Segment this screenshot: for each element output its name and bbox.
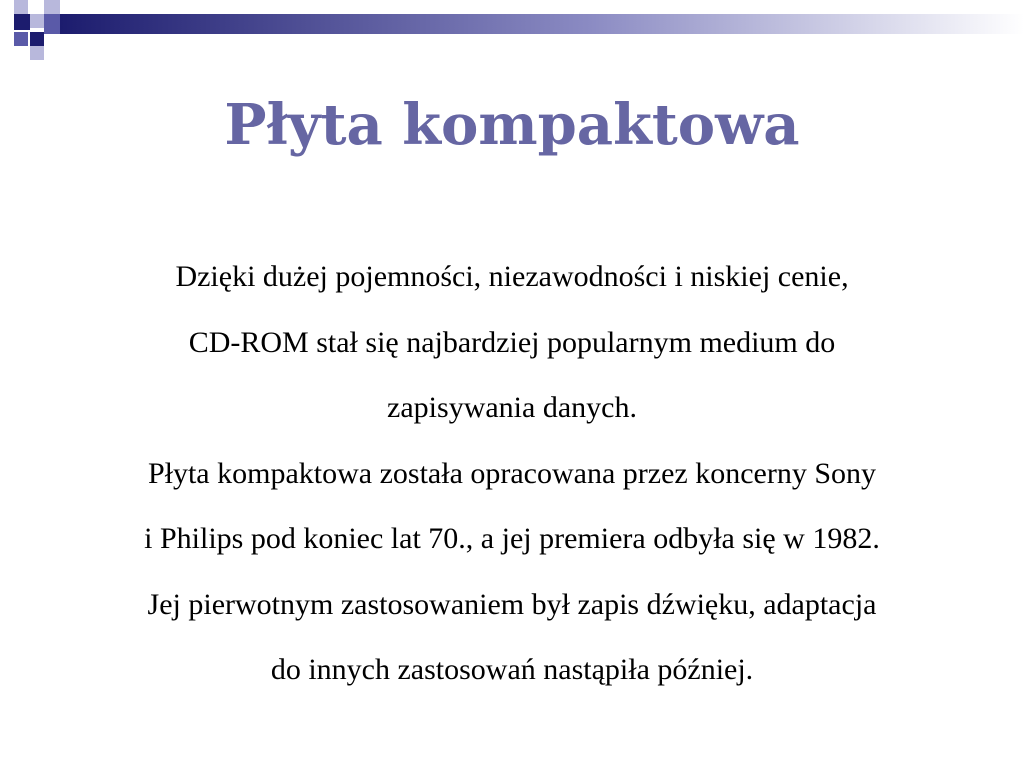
body-line: Jej pierwotnym zastosowaniem był zapis dźwięku, adaptacja (147, 587, 877, 621)
header-gradient-bar (60, 14, 1024, 34)
decor-square (30, 14, 44, 28)
body-line: CD-ROM stał się najbardziej popularnym medium do (188, 325, 836, 359)
body-line: Płyta kompaktowa została opracowana przez koncerny Sony (147, 456, 877, 490)
body-line: Dzięki dużej pojemności, niezawodności i niskiej cenie, (175, 260, 849, 293)
body-line: do innych zastosowań nastąpiła później. (270, 653, 754, 686)
body-line: zapisywania danych. (387, 391, 637, 424)
decor-square (14, 32, 28, 46)
decor-square (44, 0, 60, 14)
decor-square (30, 32, 44, 46)
decor-square (14, 14, 30, 30)
slide-title: Płyta kompaktowa (224, 92, 800, 158)
slide-body (40, 244, 984, 703)
decor-square (44, 14, 60, 34)
body-line: i Philips pod koniec lat 70., a jej premiera odbyła się w 1982. (144, 522, 880, 555)
decor-square (14, 0, 28, 14)
decor-square (0, 14, 14, 28)
decor-square (30, 46, 44, 60)
header-decoration (0, 0, 1024, 64)
